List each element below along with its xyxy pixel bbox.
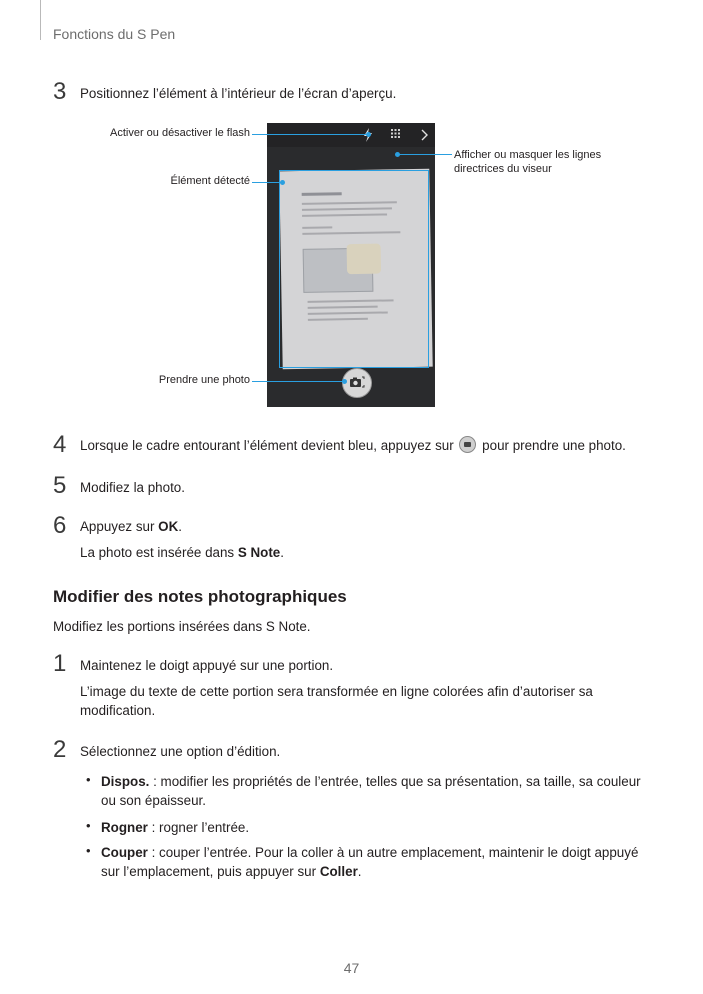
- step-subtext: [80, 543, 284, 562]
- bullet-term: Dispos.: [101, 774, 150, 789]
- bullet-end: .: [357, 864, 362, 879]
- camera-icon: [349, 376, 365, 389]
- callout-guides-line1: Afficher ou masquer les lignes: [454, 149, 602, 161]
- page-number: 47: [343, 960, 360, 976]
- coller-label: Coller: [319, 864, 358, 879]
- ok-label: OK: [158, 519, 179, 534]
- bullet-desc: : couper l’entrée. Pour la coller à un autre emplacement, maintenir le doigt appuyé sur l’emplacement, puis appuyer sur: [101, 845, 639, 879]
- step-number: 6: [53, 512, 67, 539]
- step-text-part: Lorsque le cadre entourant l’élément devient bleu, appuyez sur: [80, 438, 454, 453]
- step-text: [80, 517, 182, 536]
- s-note-label: S Note: [237, 545, 281, 560]
- callout-line-photo: [252, 381, 344, 382]
- text-part: Appuyez sur: [80, 519, 159, 534]
- section-heading: Modifier des notes photographiques: [53, 587, 347, 606]
- step-text: Maintenez le doigt appuyé sur une portion.: [80, 658, 334, 673]
- section-intro: Modifiez les portions insérées dans S Note.: [53, 619, 311, 634]
- text-part: .: [280, 545, 284, 560]
- camera-top-bar: [267, 123, 435, 147]
- callout-line-detected: [252, 182, 282, 183]
- callout-guides-line2: directrices du viseur: [454, 163, 552, 175]
- bullet-marker: •: [86, 772, 91, 787]
- step-number: 5: [53, 472, 67, 499]
- bullet-item: [101, 772, 651, 810]
- camera-preview-screenshot: [267, 123, 435, 407]
- bullet-marker: •: [86, 843, 91, 858]
- callout-flash: Activer ou désactiver le flash: [109, 127, 250, 139]
- step-text-part: pour prendre une photo.: [482, 438, 626, 453]
- callout-line-guides: [398, 154, 452, 155]
- callout-line-flash: [252, 134, 367, 135]
- bullet-desc: : rogner l’entrée.: [147, 820, 250, 835]
- chevron-right-icon: [419, 128, 429, 142]
- callout-dot-photo: [342, 379, 347, 384]
- step-text: Modifiez la photo.: [80, 480, 185, 495]
- step-subtext: L’image du texte de cette portion sera transformée en ligne colorées afin d’autoriser sa modification.: [80, 684, 593, 718]
- step-number: 3: [53, 78, 67, 105]
- step-number: 4: [53, 431, 67, 458]
- text-part: .: [178, 519, 182, 534]
- bullet-marker: •: [86, 818, 91, 833]
- detection-frame: [279, 170, 429, 368]
- bullet-term: Rogner: [101, 820, 148, 835]
- callout-detected: Élément détecté: [170, 175, 250, 187]
- camera-icon: [459, 436, 476, 453]
- step-text: Positionnez l’élément à l’intérieur de l’écran d’aperçu.: [80, 86, 397, 101]
- callout-dot-detected: [280, 180, 285, 185]
- bullet-term: Couper: [101, 845, 148, 860]
- bullet-desc: : modifier les propriétés de l’entrée, telles que sa présentation, sa taille, sa couleur ou son épaisseur.: [101, 774, 641, 808]
- header-rule: [40, 0, 41, 40]
- step-text: [80, 436, 626, 455]
- step-text: Sélectionnez une option d’édition.: [80, 744, 281, 759]
- text-part: La photo est insérée dans: [80, 545, 238, 560]
- callout-photo: Prendre une photo: [158, 374, 250, 386]
- step-number: 2: [53, 736, 67, 763]
- bullet-item: [101, 843, 651, 881]
- bullet-item: [101, 818, 249, 837]
- grid-icon: [391, 129, 400, 141]
- callout-dot-flash: [366, 132, 371, 137]
- step-number: 1: [53, 650, 67, 677]
- section-header: Fonctions du S Pen: [53, 26, 176, 42]
